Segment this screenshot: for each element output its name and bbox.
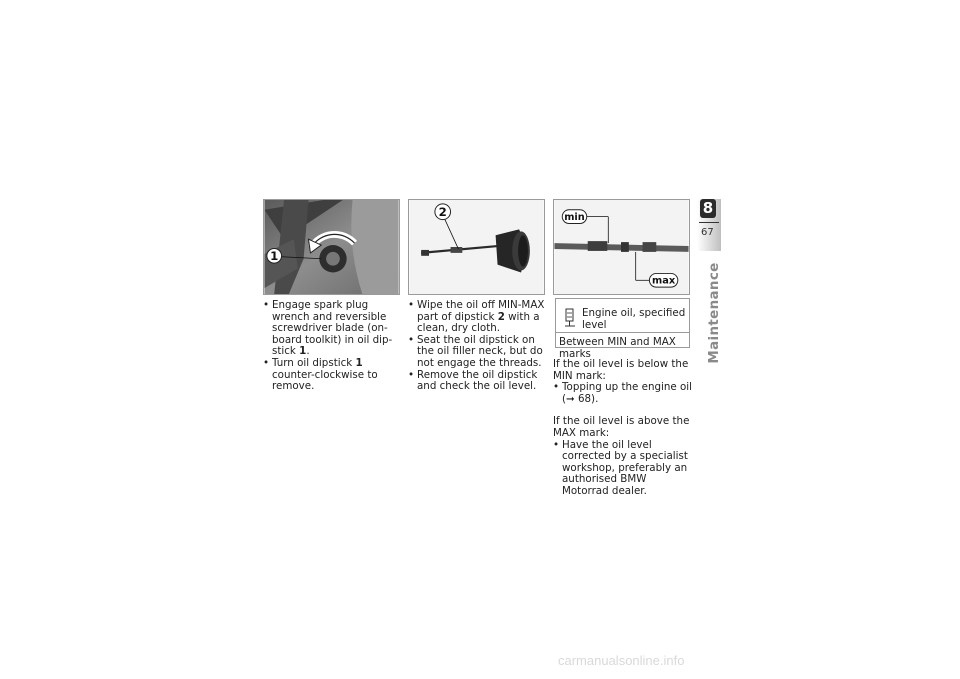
max-label: max: [652, 275, 676, 287]
instruction-list-1: [263, 300, 403, 393]
list-item: • Remove the oil dipstick and check the oil level.: [408, 370, 546, 393]
page-number: 67: [701, 227, 714, 238]
ref-number: 2: [497, 310, 505, 323]
below-min-list: [553, 382, 693, 405]
above-max-intro: If the oil level is above the MAX mark:: [553, 415, 690, 439]
spec-value: Between MIN and MAX marks: [559, 336, 676, 360]
engine-illustration: [264, 200, 399, 294]
below-min-intro: If the oil level is below the MIN mark:: [553, 358, 689, 382]
oil-level-icon: [563, 308, 577, 328]
column-2-instructions: [408, 300, 546, 393]
spec-label: Engine oil, specified level: [582, 307, 686, 331]
callout-1: 1: [270, 249, 279, 264]
photo-dipstick: [408, 199, 545, 295]
above-max-list: [553, 440, 693, 498]
chapter-title: Maintenance: [706, 262, 722, 364]
dipstick-illustration: [409, 200, 544, 294]
divider: [699, 222, 719, 223]
min-label: min: [564, 212, 585, 224]
ref-number: 1: [299, 345, 307, 358]
specification-box: [555, 298, 690, 360]
list-item: • Wipe the oil off MIN-MAX part of dipstick 2 with a clean, dry cloth.: [408, 300, 546, 335]
page-reference-link[interactable]: 68).: [574, 392, 599, 405]
list-item: • Seat the oil dipstick on the oil filler neck, but do not engage the threads.: [408, 335, 546, 370]
column-1-instructions: [263, 300, 403, 393]
page-ref-arrow-icon: ➞: [566, 392, 575, 405]
min-max-illustration: [554, 200, 689, 294]
watermark: carmanualsonline.info: [558, 653, 685, 668]
list-item: • Turn oil dipstick 1 counter-clockwise to remove.: [263, 358, 403, 393]
column-3-instructions: [553, 359, 693, 498]
list-item: • Topping up the engine oil (➞ 68).: [553, 382, 693, 405]
instruction-list-2: [408, 300, 546, 393]
photo-dipstick-min-max: [553, 199, 690, 295]
callout-2: 2: [438, 205, 447, 220]
spec-header: [556, 299, 689, 333]
list-item: • Have the oil level corrected by a specialist workshop, preferably an authorised BMW Motorrad dealer.: [553, 440, 693, 498]
ref-number: 1: [355, 356, 363, 369]
chapter-number: 8: [700, 199, 716, 218]
photo-oil-dipstick-on-engine: [263, 199, 400, 295]
list-item: • Engage spark plug wrench and reversible screwdriver blade (on-board toolkit) in oil dip-stick 1.: [263, 300, 403, 358]
